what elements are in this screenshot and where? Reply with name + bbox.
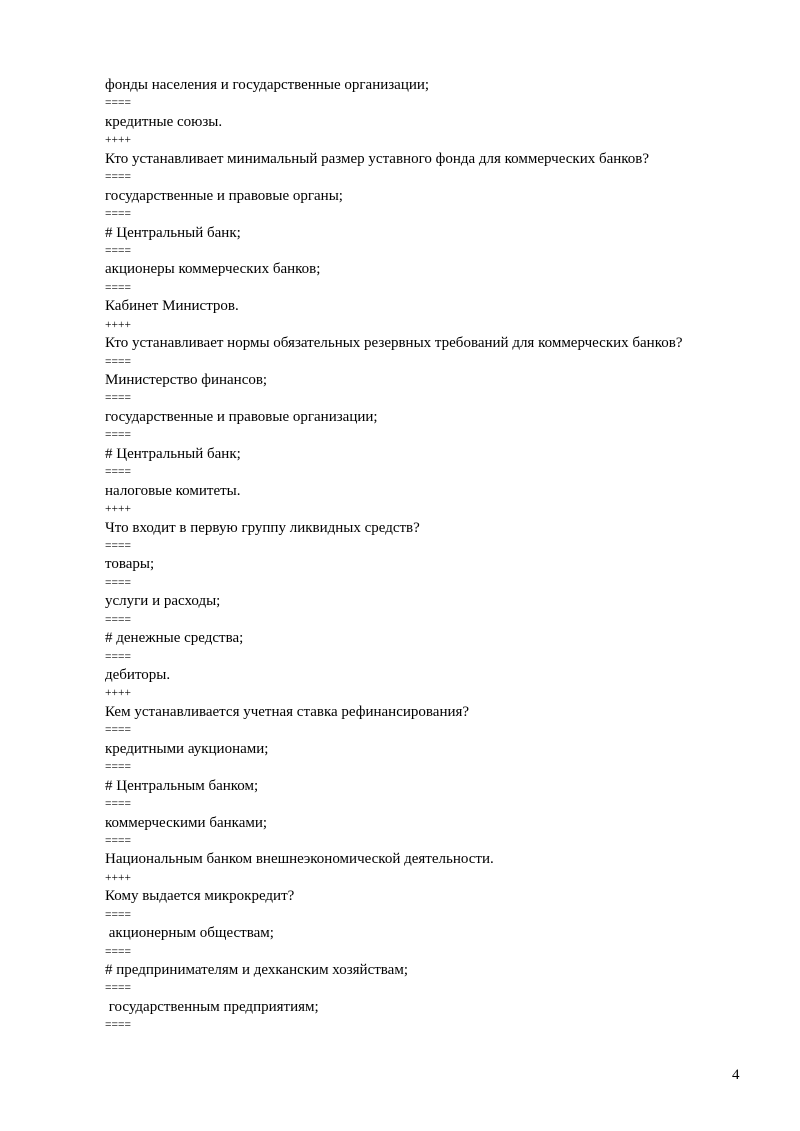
- text-line: услуги и расходы;: [105, 593, 221, 610]
- separator-line: ====: [105, 613, 131, 626]
- text-line: Кто устанавливает нормы обязательных резервных требований для коммерческих банков?: [105, 335, 683, 352]
- text-line: налоговые комитеты.: [105, 482, 241, 499]
- text-line: государственным предприятиям;: [105, 998, 319, 1015]
- text-line: кредитные союзы.: [105, 113, 223, 130]
- text-line: кредитными аукционами;: [105, 740, 269, 757]
- separator-line: ++++: [105, 318, 131, 331]
- text-line: Национальным банком внешнеэкономической деятельности.: [105, 851, 494, 868]
- text-line: дебиторы.: [105, 667, 171, 683]
- separator-line: ====: [105, 244, 131, 257]
- separator-line: ====: [105, 355, 131, 368]
- text-line: акционеры коммерческих банков;: [105, 261, 321, 278]
- text-line: акционерным обществам;: [105, 925, 274, 942]
- text-line: государственные и правовые органы;: [105, 187, 343, 204]
- text-line: Министерство финансов;: [105, 372, 268, 388]
- separator-line: ====: [105, 539, 131, 552]
- separator-line: ====: [105, 761, 131, 774]
- separator-line: ++++: [105, 871, 131, 884]
- text-line: Кем устанавливается учетная ставка рефинансирования?: [105, 703, 470, 720]
- separator-line: ====: [105, 171, 131, 184]
- text-line: # предпринимателям и дехканским хозяйствам;: [105, 962, 409, 978]
- text-line: # Центральный банк;: [105, 224, 241, 241]
- text-line: # Центральным банком;: [105, 777, 259, 794]
- separator-line: ====: [105, 281, 131, 294]
- separator-line: ++++: [105, 687, 131, 700]
- text-line: Кабинет Министров.: [105, 298, 239, 315]
- separator-line: ====: [105, 429, 131, 442]
- separator-line: ====: [105, 466, 131, 479]
- text-line: товары;: [105, 556, 155, 573]
- separator-line: ====: [105, 1019, 131, 1032]
- separator-line: ====: [105, 798, 131, 811]
- document-body: [105, 76, 755, 1035]
- separator-line: ====: [105, 908, 131, 921]
- text-line: Что входит в первую группу ликвидных средств?: [105, 519, 420, 536]
- separator-line: ====: [105, 97, 131, 110]
- separator-line: ====: [105, 945, 131, 958]
- text-line: коммерческими банками;: [105, 814, 268, 831]
- text-line: государственные и правовые организации;: [105, 408, 378, 425]
- separator-line: ====: [105, 982, 131, 995]
- separator-line: ====: [105, 834, 131, 847]
- text-line: Кому выдается микрокредит?: [105, 888, 295, 905]
- separator-line: ====: [105, 208, 131, 221]
- separator-line: ====: [105, 392, 131, 405]
- text-line: фонды населения и государственные организации;: [105, 77, 430, 93]
- text-line: Кто устанавливает минимальный размер уставного фонда для коммерческих банков?: [105, 150, 650, 167]
- separator-line: ====: [105, 724, 131, 737]
- text-line: # Центральный банк;: [105, 445, 241, 462]
- separator-line: ====: [105, 576, 131, 589]
- text-line: # денежные средства;: [105, 630, 244, 647]
- page-number: 4: [732, 1067, 740, 1083]
- separator-line: ====: [105, 650, 131, 663]
- separator-line: ++++: [105, 134, 131, 147]
- separator-line: ++++: [105, 503, 131, 516]
